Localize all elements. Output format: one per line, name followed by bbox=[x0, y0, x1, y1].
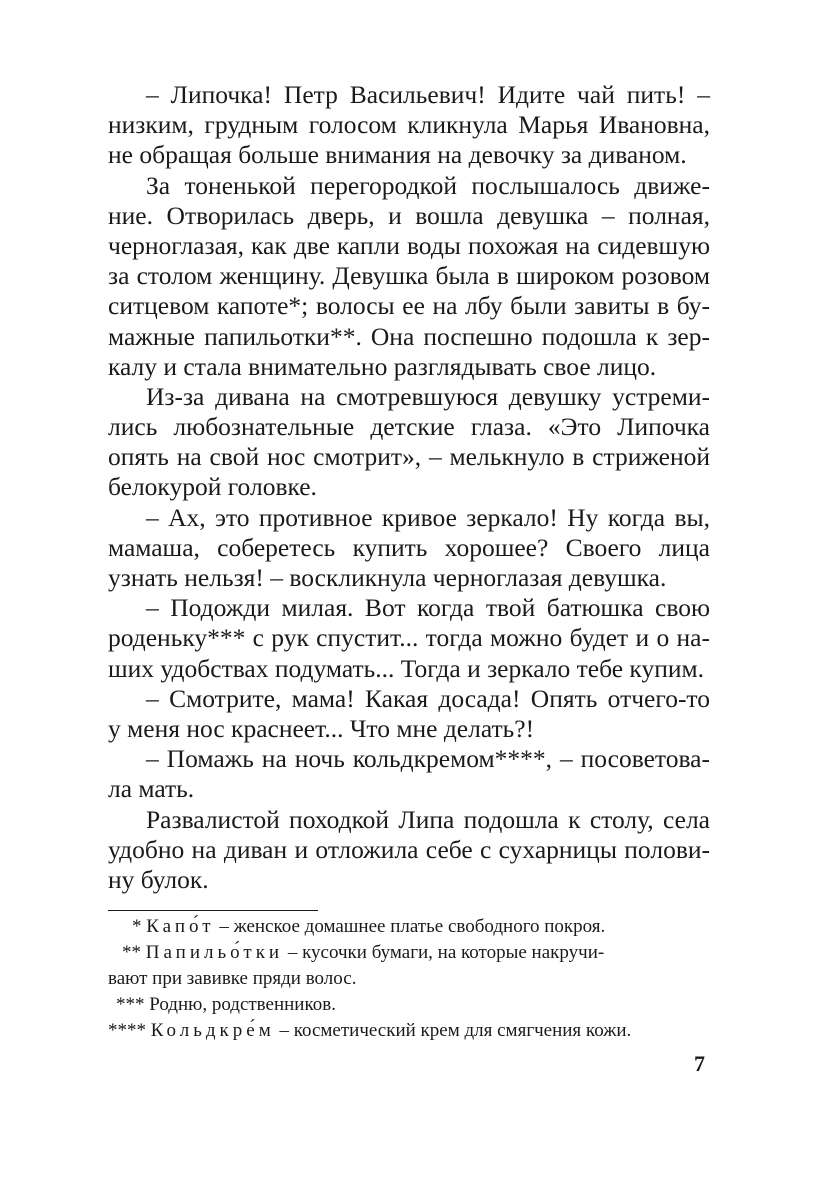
text-line: – Смотрите, мама! Какая досада! Опять отчего-то bbox=[146, 683, 710, 713]
text-line: ну булок. bbox=[108, 864, 209, 894]
footnote-mark: ** bbox=[122, 942, 141, 963]
footnote-mark: *** bbox=[116, 994, 145, 1015]
text-line: за столом женщину. Девушка была в широком розовом bbox=[108, 261, 710, 291]
text-line: опять на свой нос смотрит», – мелькнуло в стриженой bbox=[108, 442, 710, 472]
footnote-mark: **** bbox=[108, 1020, 146, 1041]
text-line: мажные папильотки**. Она поспешно подошла к зер- bbox=[108, 321, 710, 351]
text-line: ситцевом капоте*; волосы ее на лбу были завиты в бу- bbox=[108, 291, 710, 321]
footnote-3 bbox=[108, 992, 710, 1018]
text-line: калу и стала внимательно разглядывать свое лицо. bbox=[108, 351, 657, 381]
text-line: мамаша, соберетесь купить хорошее? Своего лица bbox=[108, 532, 710, 562]
text-line: низким, грудным голосом кликнула Марья Ивановна, bbox=[108, 110, 710, 140]
footnote-definition: – кусочки бумаги, на которые накручи- bbox=[287, 942, 605, 963]
text-line: ших удобствах подумать... Тогда и зеркало тебе купим. bbox=[108, 653, 705, 683]
footnote-2-continuation: вают при завивке пряди волос. bbox=[108, 968, 357, 989]
text-line: – Липочка! Петр Васильевич! Идите чай пить! – bbox=[146, 80, 710, 109]
text-line: За тоненькой перегородкой послышалось движе- bbox=[146, 170, 710, 200]
footnote-mark: * bbox=[132, 916, 142, 937]
text-line: не обращая больше внимания на девочку за диваном. bbox=[108, 140, 687, 170]
text-line: – Подожди милая. Вот когда твой батюшка свою bbox=[146, 593, 710, 623]
text-line: ние. Отворилась дверь, и вошла девушка – полная, bbox=[108, 200, 710, 230]
text-line: Из-за дивана на смотревшуюся девушку устреми- bbox=[146, 381, 710, 411]
footnotes bbox=[108, 914, 710, 1044]
footnote-1 bbox=[108, 914, 710, 940]
main-text bbox=[108, 80, 710, 895]
footnote-definition: – женское домашнее платье свободного покроя. bbox=[219, 916, 606, 937]
text-line: узнать нельзя! – воскликнула черноглазая девушка. bbox=[108, 563, 667, 592]
footnote-definition: Родню, родственников. bbox=[149, 994, 336, 1015]
text-line: белокурой головке. bbox=[108, 472, 317, 502]
text-line: удобно на диван и отложила себе с сухарницы полови- bbox=[108, 834, 710, 864]
text-line: роденьку*** с рук спустит... тогда можно будет и о на- bbox=[108, 623, 710, 653]
footnote-term: Папильо́тки bbox=[145, 942, 284, 963]
text-line: у меня нос краснеет... Что мне делать?! bbox=[108, 713, 535, 743]
footnote-4 bbox=[108, 1018, 710, 1044]
footnote-2 bbox=[108, 940, 710, 966]
text-line: – Ах, это противное кривое зеркало! Ну когда вы, bbox=[146, 502, 710, 532]
footnote-divider bbox=[108, 910, 318, 911]
footnote-term: Кольдкре́м bbox=[150, 1020, 275, 1041]
text-line: черноглазая, как две капли воды похожая на сидевшую bbox=[108, 230, 710, 260]
footnote-term: Капо́т bbox=[146, 916, 215, 937]
text-line: – Помажь на ночь кольдкремом****, – посоветова- bbox=[146, 744, 710, 774]
footnote-definition: – косметический крем для смягчения кожи. bbox=[279, 1020, 632, 1041]
page-number: 7 bbox=[694, 1051, 705, 1076]
text-line: Развалистой походкой Липа подошла к столу, села bbox=[146, 804, 710, 834]
text-line: ла мать. bbox=[108, 774, 195, 804]
text-line: лись любознательные детские глаза. «Это Липочка bbox=[108, 412, 710, 442]
